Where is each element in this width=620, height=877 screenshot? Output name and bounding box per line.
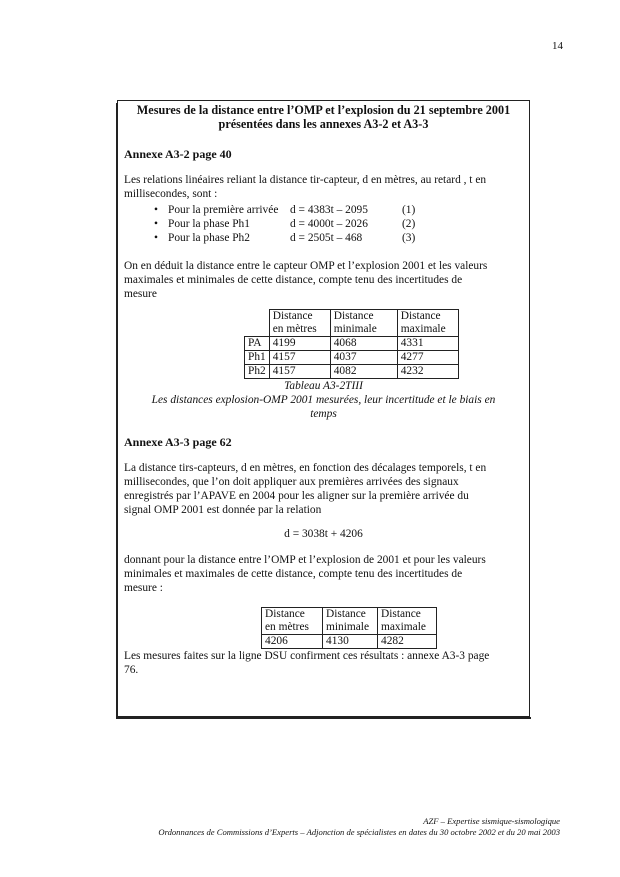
section1-intro-line-2: millisecondes, sont : [124, 188, 218, 200]
distance-table-a3-3 [261, 607, 437, 649]
section1-para-line-1: On en déduit la distance entre le capteur OMP et l’explosion 2001 et les valeurs [124, 260, 488, 272]
list-item: • Pour la phase Ph2 d = 2505t – 468 (3) [124, 231, 523, 245]
section1-heading: Annexe A3-2 page 40 [124, 147, 232, 161]
caption-ref: Tableau A3-2TIII [284, 380, 363, 392]
footer-line-2: Ordonnances de Commissions d’Experts – Adjonction de spécialistes en dates du 30 octobre 2002 et du 20 mai 2003 [158, 827, 560, 837]
section2-para-line-2: millisecondes, que l’on doit appliquer aux premières arrivées des signaux [124, 476, 459, 488]
framed-section [117, 100, 530, 717]
bullet-icon: • [154, 232, 158, 244]
box-title-line-2: présentées dans les annexes A3-2 et A3-3 [218, 117, 429, 131]
page-number: 14 [552, 40, 563, 52]
section1-intro-line-1: Les relations linéaires reliant la distance tir-capteur, d en mètres, au retard , t en [124, 174, 487, 186]
table-corner-cell [245, 310, 270, 337]
section2-para2-line-2: minimales et maximales de cette distance, compte tenu des incertitudes de [124, 568, 463, 580]
table-header: Distance maximale [378, 608, 437, 635]
closing-line-2: 76. [124, 664, 139, 676]
table-header: Distance minimale [323, 608, 378, 635]
section1-para-line-2: maximales et minimales de cette distance, compte tenu des incertitudes de [124, 274, 463, 286]
bullet-icon: • [154, 218, 158, 230]
box-title [124, 103, 523, 131]
caption-line-1: Les distances explosion-OMP 2001 mesurées, leur incertitude et le biais en [151, 394, 496, 406]
section2-para-line-3: enregistrés par l’APAVE en 2004 pour les aligner sur la première arrivée du [124, 490, 469, 502]
section2-para-line-1: La distance tirs-capteurs, d en mètres, en fonction des décalages temporels, t en [124, 462, 487, 474]
distance-table-a3-2 [244, 309, 459, 379]
footer [0, 816, 560, 838]
relation-equation: d = 3038t + 4206 [284, 528, 363, 540]
closing-line-1: Les mesures faites sur la ligne DSU confirment ces résultats : annexe A3-3 page [124, 650, 490, 662]
section2-para2-line-3: mesure : [124, 582, 163, 594]
table-row: 4206 4130 4282 [262, 635, 437, 649]
table-row: Ph2 4157 4082 4232 [245, 365, 459, 379]
table-header: Distance minimale [330, 310, 397, 337]
table-row: Ph1 4157 4037 4277 [245, 351, 459, 365]
caption-line-2: temps [310, 408, 337, 420]
table-header: Distance en mètres [269, 310, 330, 337]
table-caption [124, 379, 523, 421]
section1-para-line-3: mesure [124, 288, 157, 300]
section2-para2-line-1: donnant pour la distance entre l’OMP et l’explosion de 2001 et pour les valeurs [124, 554, 486, 566]
footer-line-1: AZF – Expertise sismique-sismologique [423, 816, 560, 826]
box-title-line-1: Mesures de la distance entre l’OMP et l’explosion du 21 septembre 2001 [136, 103, 511, 117]
bullet-icon: • [154, 204, 158, 216]
list-item: • Pour la première arrivée d = 4383t – 2095 (1) [124, 203, 523, 217]
table-header: Distance en mètres [262, 608, 323, 635]
section2-heading: Annexe A3-3 page 62 [124, 435, 232, 449]
table-row: PA 4199 4068 4331 [245, 337, 459, 351]
relations-list [124, 203, 523, 245]
section2-para-line-4: signal OMP 2001 est donnée par la relation [124, 504, 322, 516]
table-header: Distance maximale [397, 310, 458, 337]
list-item: • Pour la phase Ph1 d = 4000t – 2026 (2) [124, 217, 523, 231]
